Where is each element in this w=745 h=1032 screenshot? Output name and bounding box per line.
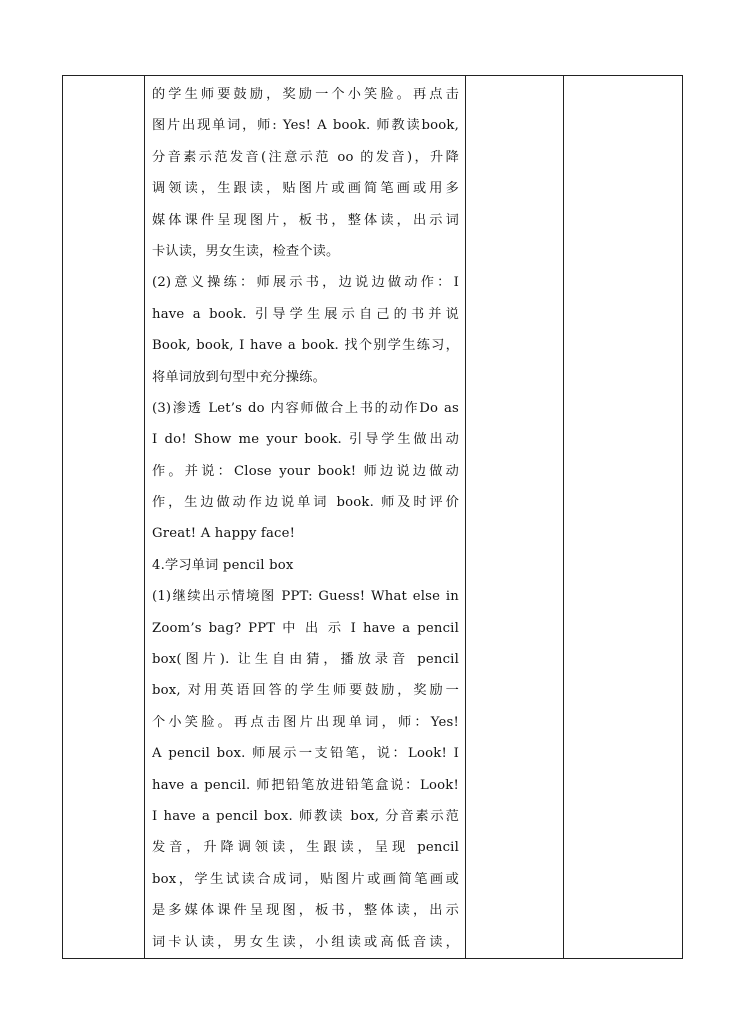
text-line: have a book. 引导学生展示自己的书并说 (152, 306, 459, 322)
text-line: 发音，升降调领读，生跟读，呈现 pencil (152, 840, 459, 856)
teaching-process-cell (145, 76, 466, 959)
student-activity-cell (466, 76, 564, 959)
text-line: box(图片). 让生自由猜，播放录音 pencil (152, 652, 459, 668)
text-line: (1)继续出示情境图 PPT: Guess! What else in (152, 589, 459, 605)
text-line: box, 对用英语回答的学生师要鼓励，奖励一 (152, 683, 459, 699)
text-line: 分音素示范发音(注意示范 oo 的发音)，升降 (152, 149, 459, 165)
text-line: 是多媒体课件呈现图，板书，整体读，出示 (152, 903, 459, 919)
text-line: box，学生试读合成词，贴图片或画简笔画或 (152, 871, 459, 887)
text-line: 媒体课件呈现图片，板书，整体读，出示词 (152, 212, 459, 228)
text-line: Book, book, I have a book. 找个别学生练习， (152, 338, 459, 354)
text-line: 将单词放到句型中充分操练。 (152, 369, 327, 385)
text-line: (3)渗透 Let’s do 内容师做合上书的动作Do as (152, 400, 459, 416)
text-line: 的学生师要鼓励，奖励一个小笑脸。再点击 (152, 87, 459, 102)
text-line: Great! A happy face! (152, 526, 296, 542)
text-line: 个小笑脸。再点击图片出现单词，师：Yes! (152, 714, 459, 730)
text-line: (2)意义操练：师展示书，边说边做动作：I (152, 275, 459, 291)
text-line: 卡认读，男女生读，检查个读。 (152, 243, 340, 259)
lesson-plan-table (62, 75, 683, 959)
text-line: 词卡认读，男女生读，小组读或高低音读， (152, 934, 459, 950)
text-line: I have a pencil box. 师教读 box, 分音素示范 (152, 808, 459, 824)
text-line: I do! Show me your book. 引导学生做出动 (152, 432, 459, 448)
teaching-process-text (145, 76, 465, 958)
design-intent-cell (564, 76, 683, 959)
text-line: Zoom’s bag? PPT 中 出 示 I have a pencil (152, 620, 459, 636)
stage-column-cell (63, 76, 145, 959)
text-line: 作。并说：Close your book! 师边说边做动 (152, 463, 459, 479)
table-row (63, 76, 683, 959)
text-line: 调领读，生跟读，贴图片或画简笔画或用多 (152, 181, 459, 197)
text-line: 图片出现单词，师: Yes! A book. 师教读book, (152, 118, 459, 134)
text-line: A pencil box. 师展示一支铅笔，说：Look! I (152, 746, 459, 762)
text-line: 4.学习单词 pencil box (152, 557, 294, 573)
text-line: have a pencil. 师把铅笔放进铅笔盒说：Look! (152, 777, 459, 793)
text-line: 作，生边做动作边说单词 book. 师及时评价 (152, 495, 459, 511)
